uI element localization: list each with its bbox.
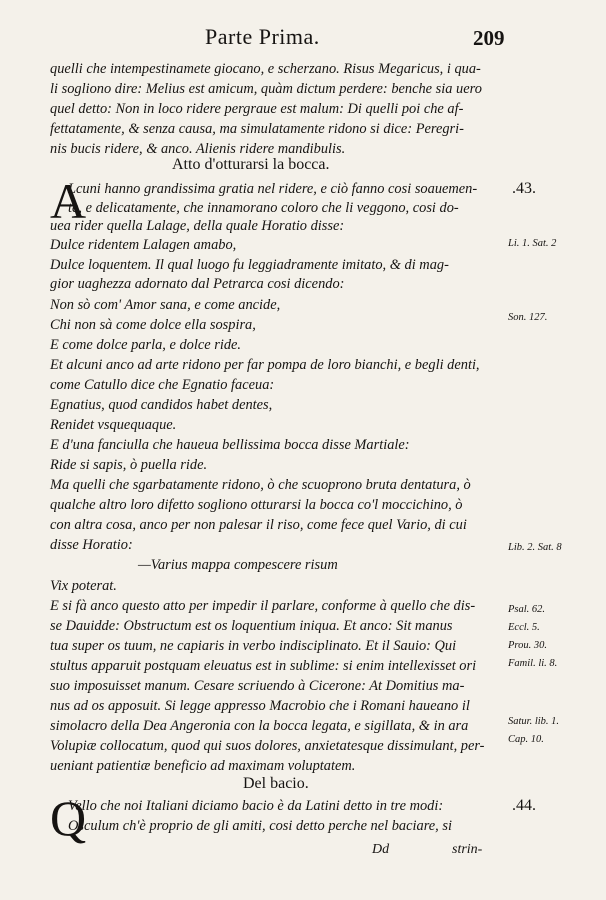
text-line: disse Horatio:: [50, 537, 133, 553]
page-number: 209: [473, 26, 505, 50]
catchword: strin-: [452, 842, 483, 857]
text-line: Egnatius, quod candidos habet dentes,: [50, 397, 273, 413]
text-line: stultus apparuit postquam eleuatus est in sublime: si enim intellexisset ori: [50, 658, 477, 674]
text-line: Ride si sapis, ò puella ride.: [50, 457, 208, 473]
text-line: tua super os tuum, ne capiaris in verbo indisciplinato. Et il Sauio: Qui: [50, 638, 457, 654]
margin-section-number: .43.: [512, 180, 536, 197]
text-line: Lcuni hanno grandissima gratia nel ridere, e ciò fanno cosi soauemen-: [68, 181, 478, 197]
text-line: simolacro della Dea Angeronia con la bocca legata, e sigillata, & in ara: [50, 718, 469, 734]
margin-reference: Psal. 62.: [508, 604, 546, 615]
text-line: Volupiæ collocatum, quod qui suos dolores, anxietatesque dissimulant, per-: [50, 738, 485, 754]
drop-capital: Q: [50, 790, 87, 846]
running-head: Parte Prima.: [205, 24, 320, 49]
text-line: Dulce loquentem. Il qual luogo fu leggiadramente imitato, & di mag-: [50, 257, 449, 273]
margin-reference: Cap. 10.: [508, 734, 544, 745]
quote-line: —Varius mappa compescere risum: [138, 557, 338, 573]
drop-capital: A: [50, 173, 87, 229]
text-line: E si fà anco questo atto per impedir il parlare, conforme à quello che dis-: [50, 598, 476, 614]
text-line: Dulce ridentem Lalagen amabo,: [50, 237, 237, 253]
margin-reference: Lib. 2. Sat. 8: [508, 542, 562, 553]
text-line: con altra cosa, anco per non palesar il riso, come fece quel Vario, di cui: [50, 517, 467, 533]
text-line: qualche altro loro difetto sogliono otturarsi la bocca co'l moccichino, ò: [50, 497, 463, 513]
margin-reference: Satur. lib. 1.: [508, 716, 560, 727]
margin-section-number: .44.: [512, 797, 536, 814]
margin-reference: Prou. 30.: [508, 640, 547, 651]
text-line: Vix poterat.: [50, 578, 117, 594]
text-line: nus ad os apposuit. Si legge appresso Macrobio che i Romani haueano il: [50, 698, 470, 714]
text-line: come Catullo dice che Egnatio faceua:: [50, 377, 275, 393]
text-line: se Dauidde: Obstructum est os loquentium iniqua. Et anco: Sit manus: [50, 618, 453, 634]
margin-reference: Famil. li. 8.: [508, 658, 558, 669]
margin-reference: Son. 127.: [508, 312, 548, 323]
section-heading: Del bacio.: [243, 775, 309, 792]
text-line: E d'una fanciulla che haueua bellissima bocca disse Martiale:: [50, 437, 410, 453]
signature-mark: Dd: [372, 842, 390, 857]
text-line: Ma quelli che sgarbatamente ridono, ò che scuoprono bruta dentatura, ò: [50, 477, 471, 493]
text-line: quel detto: Non in loco ridere pergraue est malum: Di quelli poi che af-: [50, 101, 464, 117]
text-line: Et alcuni anco ad arte ridono per far pompa de loro bianchi, e begli denti,: [50, 357, 480, 373]
text-line: Vello che noi Italiani diciamo bacio è da Latini detto in tre modi:: [68, 798, 444, 814]
margin-reference: Li. 1. Sat. 2: [508, 238, 557, 249]
text-line: Chi non sà come dolce ella sospira,: [50, 317, 256, 333]
text-line: uea rider quella Lalage, della quale Horatio disse:: [50, 218, 345, 234]
text-line: gior uaghezza adornato dal Petrarca cosi dicendo:: [50, 276, 345, 292]
margin-reference: Eccl. 5.: [508, 622, 540, 633]
text-line: fettatamente, & senza causa, ma simulatamente ridono si dice: Peregri-: [50, 121, 464, 137]
text-line: li sogliono dire: Melius est amicum, quàm dictum perdere: benche sia uero: [50, 81, 482, 97]
text-line: Non sò com' Amor sana, e come ancide,: [50, 297, 281, 313]
text-line: E come dolce parla, e dolce ride.: [50, 337, 242, 353]
text-line: quelli che intempestinamete giocano, e scherzano. Risus Megaricus, i qua-: [50, 61, 481, 77]
section-heading: Atto d'otturarsi la bocca.: [172, 156, 330, 173]
text-line: ueniant patientiæ beneficio ad maximam voluptatem.: [50, 758, 356, 774]
text-line: te, e delicatamente, che innamorano coloro che li veggono, cosi do-: [68, 200, 459, 216]
text-line: Osculum ch'è proprio de gli amiti, cosi detto perche nel baciare, si: [68, 818, 452, 834]
text-line: nis bucis ridere, & anco. Alienis ridere mandibulis.: [50, 141, 346, 157]
text-line: suo imposuisset manum. Cesare scriuendo à Cicerone: At Domitius ma-: [50, 678, 465, 694]
text-line: Renidet vsquequaque.: [50, 417, 177, 433]
